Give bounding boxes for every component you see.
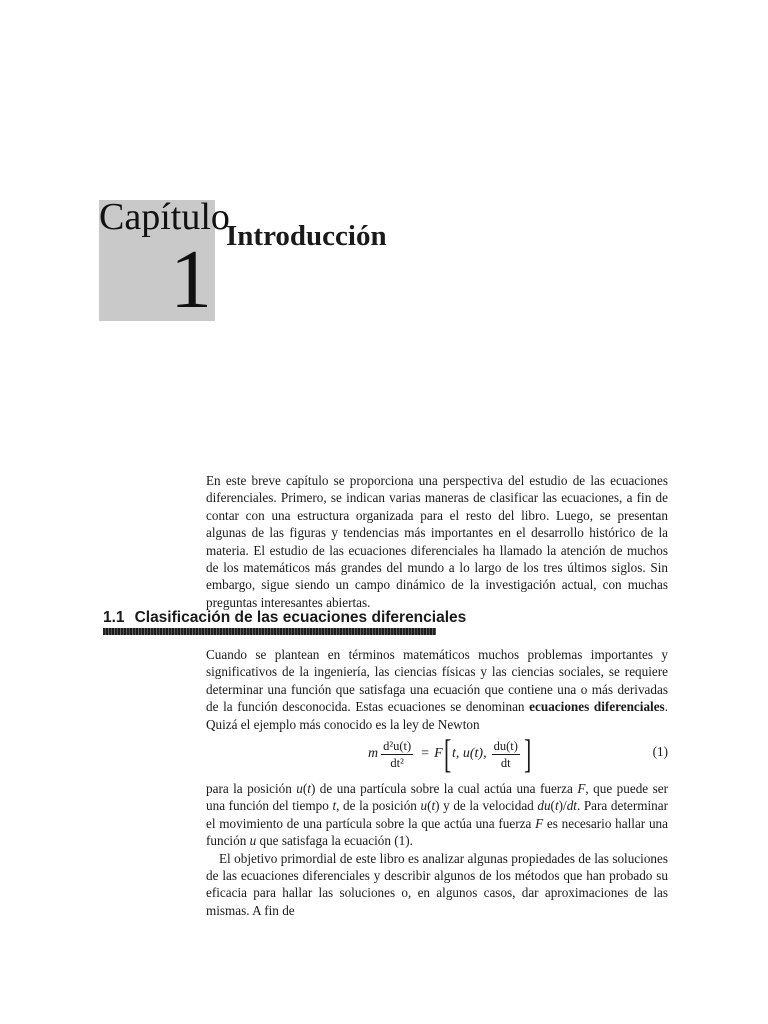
paragraph-1 [206, 646, 668, 733]
eq-rhs-denominator: dt [500, 755, 511, 770]
eq-rhs-numerator: du(t) [493, 738, 518, 753]
eq-lhs-numerator: d²u(t) [383, 738, 412, 753]
section-heading-bar [103, 628, 436, 635]
intro-paragraph [206, 472, 668, 611]
eq-lhs-denominator: dt² [390, 755, 404, 770]
equation-1 [206, 732, 668, 776]
eq-force: F [434, 746, 443, 761]
paragraph-1-text [206, 646, 668, 733]
eq-left-bracket: [ [443, 731, 451, 776]
equation-number: (1) [652, 744, 668, 759]
p1-bold-term: ecuaciones diferenciales [529, 699, 665, 715]
chapter-title: Introducción [226, 220, 387, 252]
eq-right-bracket: ] [523, 731, 532, 776]
intro-text: En este breve capítulo se proporciona una perspectiva del estudio de las ecuaciones diferenciales. Primero, se indican varias maneras de clasificar las ecuaciones, a fin de contar con una estructura organizada para el resto del libro. Luego, se presentan algunas de las figuras y tendencias más importantes en el desarrollo histórico de la materia. El estudio de las ecuaciones diferenciales ha llamado la atención de muchos de los matemáticos más grandes del mundo a lo largo de los tres últimos siglos. Sin embargo, sigue siendo un campo dinámico de la investigación actual, con muchas preguntas interesantes abiertas. [206, 473, 668, 610]
paragraph-3-text: El objetivo primordial de este libro es analizar algunas propiedades de las soluciones de las ecuaciones diferenciales y describir algunos de los métodos que han probado su eficacia para hallar las soluciones o, en algunos casos, dar aproximaciones de las mismas. A fin de [206, 850, 668, 918]
p1-before: Cuando se plantean en términos matemáticos muchos problemas importantes y significativos de la ingeniería, las ciencias físicas y las ciencias sociales, se requiere determinar una función que satisfaga una ecuación que contiene una o más derivadas de la función desconocida. Estas ecuaciones se denominan [206, 647, 668, 715]
section-title: Clasificación de las ecuaciones diferenciales [134, 609, 467, 626]
eq-equals: = [421, 746, 430, 761]
paragraph-2-text: para la posición u(t) de una partícula sobre la cual actúa una fuerza F, que puede ser una función del tiempo t, de la posición u(t) y de la velocidad du(t)/dt. Para determinar el movimiento de una partícula sobre la que actúa una fuerza F es necesario hallar una función u que satisfaga la ecuación (1). [206, 781, 668, 849]
section-number: 1.1 [103, 609, 125, 626]
p1-after: . Quizá el ejemplo más conocido es la ley de Newton [206, 699, 668, 732]
chapter-label: Capítulo [99, 196, 230, 238]
eq-lhs-fraction [381, 738, 413, 771]
equation-body [368, 732, 532, 776]
chapter-number: 1 [170, 233, 212, 326]
eq-mass: m [368, 746, 379, 761]
paragraph-2 [206, 780, 668, 919]
eq-args: t, u(t), [451, 746, 487, 761]
eq-rhs-fraction [492, 738, 520, 771]
